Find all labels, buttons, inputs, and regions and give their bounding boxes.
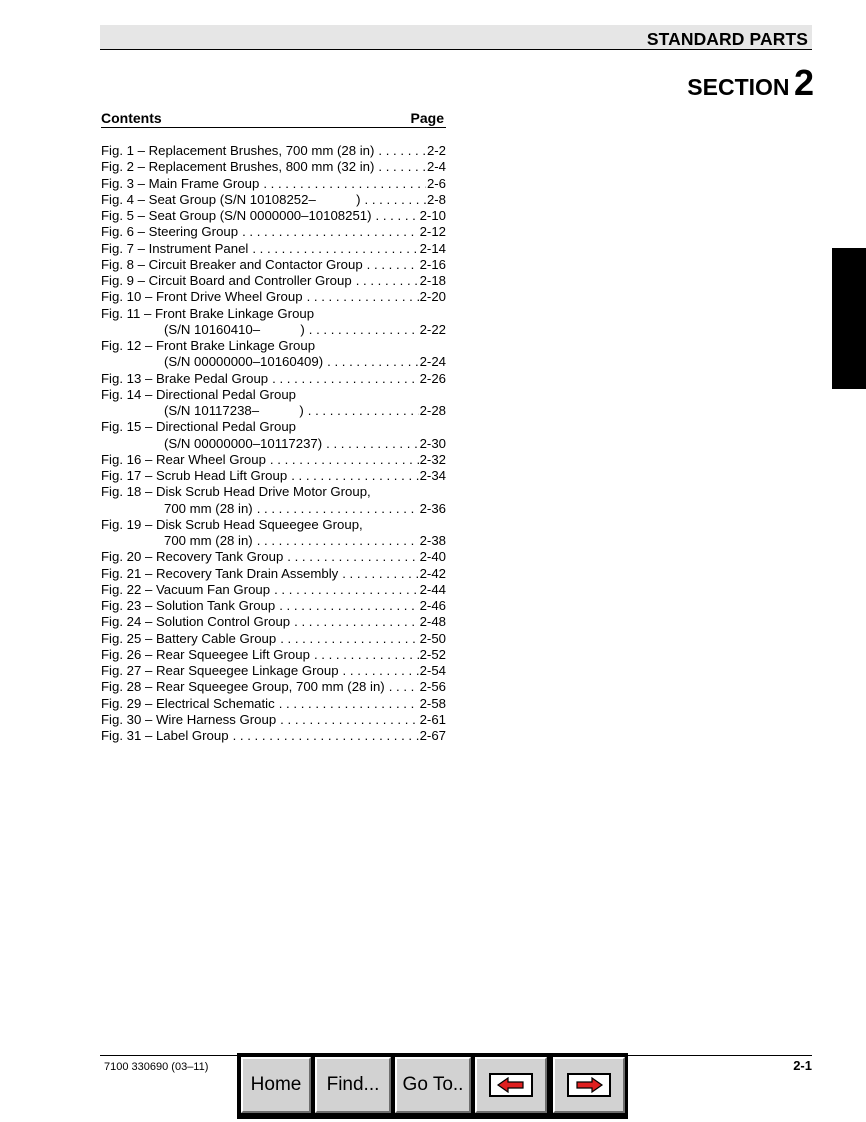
toc-label: Fig. 26 – Rear Squeegee Lift Group xyxy=(101,646,310,662)
toc-label: Fig. 11 – Front Brake Linkage Group xyxy=(101,305,315,321)
toc-leader-dots xyxy=(252,241,418,257)
toc-line xyxy=(101,289,446,305)
toc-row[interactable] xyxy=(101,679,446,695)
toc-row[interactable] xyxy=(101,436,446,452)
toc-row[interactable] xyxy=(101,338,446,354)
toc-label: Fig. 23 – Solution Tank Group xyxy=(101,598,276,613)
toc-label: Fig. 2 – Replacement Brushes, 800 mm (32 in) xyxy=(101,159,375,175)
toc-line xyxy=(101,224,446,240)
toc-label: Fig. 13 – Brake Pedal Group xyxy=(101,370,269,386)
toc-page-number: 2-52 xyxy=(419,646,446,662)
toc-page-number: 2-38 xyxy=(419,533,446,548)
toc-leader-dots xyxy=(279,598,418,614)
toc-leader-dots xyxy=(307,289,419,305)
header-title: STANDARD PARTS xyxy=(646,29,808,49)
toc-leader-dots xyxy=(326,436,418,452)
toc-row[interactable] xyxy=(101,159,446,175)
toc-page-number: 2-8 xyxy=(426,191,446,207)
toc-line xyxy=(101,647,446,663)
toc-leader-dots xyxy=(327,354,418,370)
toc-leader-dots xyxy=(291,468,418,484)
toc-leader-dots xyxy=(257,501,419,517)
toc-page-number: 2-67 xyxy=(419,728,446,743)
toc-page-number: 2-36 xyxy=(419,500,446,516)
toc-leader-dots xyxy=(280,712,418,728)
toc-row[interactable] xyxy=(101,728,446,744)
toc-label: Fig. 12 – Front Brake Linkage Group xyxy=(101,338,316,353)
toc-row[interactable] xyxy=(101,143,446,159)
toc-row[interactable] xyxy=(101,631,446,647)
toc-label: 700 mm (28 in) xyxy=(164,500,253,516)
toc-line xyxy=(101,533,446,549)
toc-line xyxy=(101,728,446,744)
toc-line xyxy=(101,403,446,419)
toc-line xyxy=(101,598,446,614)
toc-row[interactable] xyxy=(101,517,446,533)
toc-leader-dots xyxy=(376,208,419,224)
toc-page-number: 2-42 xyxy=(419,565,446,581)
toc-line xyxy=(101,452,446,468)
toc-row[interactable] xyxy=(101,501,446,517)
toc-row[interactable] xyxy=(101,387,446,403)
toc-leader-dots xyxy=(257,533,419,549)
section-word: SECTION xyxy=(687,74,790,100)
toc-label: Fig. 19 – Disk Scrub Head Squeegee Group, xyxy=(101,516,363,532)
toc-line xyxy=(101,484,446,500)
toc-line xyxy=(101,419,446,435)
toc-label: Fig. 6 – Steering Group xyxy=(101,224,239,240)
toc-leader-dots xyxy=(309,322,419,338)
toc-label: (S/N 10117238– ) xyxy=(164,403,304,418)
toc-row[interactable] xyxy=(101,322,446,338)
toc-label: 700 mm (28 in) xyxy=(164,533,253,548)
toc-label: Fig. 18 – Disk Scrub Head Drive Motor Group, xyxy=(101,484,371,500)
toc-page-number: 2-2 xyxy=(426,143,446,158)
toc-page-number: 2-24 xyxy=(419,354,446,370)
toc-row[interactable] xyxy=(101,192,446,208)
toc-page-number: 2-46 xyxy=(419,598,446,613)
toc-row[interactable] xyxy=(101,257,446,273)
find-button-label: Find... xyxy=(326,1074,380,1095)
toc-line xyxy=(101,159,446,175)
section-tab-marker xyxy=(832,248,866,389)
toc-leader-dots xyxy=(242,224,419,240)
toc-line xyxy=(101,387,446,403)
toc-line xyxy=(101,566,446,582)
toc-page-number: 2-50 xyxy=(419,630,446,646)
toc-row[interactable] xyxy=(101,208,446,224)
toc-page-number: 2-58 xyxy=(419,695,446,711)
find-button[interactable] xyxy=(315,1057,391,1113)
toc-line xyxy=(101,306,446,322)
toc-row[interactable] xyxy=(101,696,446,712)
toc-page-number: 2-22 xyxy=(419,321,446,337)
toc-label: Fig. 9 – Circuit Board and Controller Group xyxy=(101,273,352,288)
toc-line xyxy=(101,679,446,695)
toc-leader-dots xyxy=(287,549,418,565)
toc-row[interactable] xyxy=(101,403,446,419)
toc-label: Fig. 21 – Recovery Tank Drain Assembly xyxy=(101,565,339,581)
toc-page-number: 2-32 xyxy=(419,451,446,467)
section-heading xyxy=(687,62,814,104)
toc-page-number: 2-14 xyxy=(419,240,446,256)
toc-row[interactable] xyxy=(101,224,446,240)
toc-label: Fig. 8 – Circuit Breaker and Contactor Group xyxy=(101,256,363,272)
home-button-label: Home xyxy=(250,1074,302,1095)
toc-label: Fig. 14 – Directional Pedal Group xyxy=(101,386,296,402)
toc-leader-dots xyxy=(342,566,418,582)
toc-row[interactable] xyxy=(101,289,446,305)
toc-leader-dots xyxy=(378,159,426,175)
page-heading: Page xyxy=(410,110,444,126)
toc-label: (S/N 10160410– ) xyxy=(164,321,305,337)
toc-page-number: 2-48 xyxy=(419,614,446,630)
toc-line xyxy=(101,436,446,452)
toc-page-number: 2-30 xyxy=(419,435,446,451)
toc-line xyxy=(101,241,446,257)
toc-leader-dots xyxy=(270,452,419,468)
toc-label: Fig. 17 – Scrub Head Lift Group xyxy=(101,468,288,483)
toc-page-number: 2-34 xyxy=(419,468,446,483)
toc-leader-dots xyxy=(367,257,419,273)
toc-page-number: 2-26 xyxy=(419,370,446,386)
toc-leader-dots xyxy=(272,371,418,387)
toc-line xyxy=(101,208,446,224)
toc-label: Fig. 10 – Front Drive Wheel Group xyxy=(101,289,303,305)
toc-label: Fig. 4 – Seat Group (S/N 10108252– ) xyxy=(101,191,361,207)
next-page-button[interactable] xyxy=(553,1057,625,1113)
toc-leader-dots xyxy=(274,582,419,598)
toc-leader-dots xyxy=(233,728,419,744)
toc-line xyxy=(101,322,446,338)
toc-row[interactable] xyxy=(101,566,446,582)
toc-page-number: 2-4 xyxy=(426,159,446,175)
toc-line xyxy=(101,614,446,630)
toc-label: Fig. 28 – Rear Squeegee Group, 700 mm (28 in) xyxy=(101,679,385,695)
toc-label: Fig. 24 – Solution Control Group xyxy=(101,614,291,630)
toc-row[interactable] xyxy=(101,712,446,728)
toc-row[interactable] xyxy=(101,598,446,614)
toc-label: Fig. 30 – Wire Harness Group xyxy=(101,711,277,727)
toc-page-number: 2-16 xyxy=(419,256,446,272)
toc-label: Fig. 29 – Electrical Schematic xyxy=(101,695,275,711)
toc-page-number: 2-12 xyxy=(419,224,446,240)
toc-line xyxy=(101,501,446,517)
toc-page-number: 2-44 xyxy=(419,581,446,597)
toc-page-number: 2-56 xyxy=(419,679,446,695)
toc-row[interactable] xyxy=(101,533,446,549)
table-of-contents xyxy=(101,143,446,744)
toc-page-number: 2-10 xyxy=(419,208,446,223)
toc-line xyxy=(101,468,446,484)
toc-row[interactable] xyxy=(101,614,446,630)
toc-label: Fig. 31 – Label Group xyxy=(101,728,229,743)
toc-leader-dots xyxy=(389,679,419,695)
toc-label: Fig. 20 – Recovery Tank Group xyxy=(101,549,284,565)
previous-page-button[interactable] xyxy=(475,1057,547,1113)
toc-line xyxy=(101,338,446,354)
toc-line xyxy=(101,582,446,598)
toc-label: Fig. 16 – Rear Wheel Group xyxy=(101,451,266,467)
toc-line xyxy=(101,143,446,159)
toc-row[interactable] xyxy=(101,549,446,565)
toc-row[interactable] xyxy=(101,273,446,289)
toc-leader-dots xyxy=(280,631,418,647)
toc-page-number: 2-61 xyxy=(419,711,446,727)
toc-line xyxy=(101,176,446,192)
toc-line xyxy=(101,663,446,679)
toc-row[interactable] xyxy=(101,647,446,663)
toc-row[interactable] xyxy=(101,419,446,435)
toc-leader-dots xyxy=(308,403,419,419)
toc-page-number: 2-6 xyxy=(426,175,446,191)
toc-page-number: 2-18 xyxy=(419,273,446,288)
section-number: 2 xyxy=(793,62,814,103)
toc-row[interactable] xyxy=(101,371,446,387)
toc-leader-dots xyxy=(343,663,419,679)
toc-leader-dots xyxy=(294,614,418,630)
goto-button[interactable] xyxy=(395,1057,471,1113)
toc-label: (S/N 00000000–10160409) xyxy=(164,354,324,370)
toc-leader-dots xyxy=(314,647,419,663)
toc-line xyxy=(101,273,446,289)
toc-row[interactable] xyxy=(101,468,446,484)
toc-row[interactable] xyxy=(101,582,446,598)
toc-label: (S/N 00000000–10117237) xyxy=(164,435,323,451)
page-number: 2-1 xyxy=(793,1058,812,1073)
left-arrow-icon xyxy=(489,1073,533,1097)
toc-line xyxy=(101,371,446,387)
toc-label: Fig. 22 – Vacuum Fan Group xyxy=(101,581,271,597)
toc-row[interactable] xyxy=(101,354,446,370)
toc-label: Fig. 7 – Instrument Panel xyxy=(101,240,249,256)
toc-page-number: 2-40 xyxy=(419,549,446,565)
toc-label: Fig. 5 – Seat Group (S/N 0000000–10108251) xyxy=(101,208,372,223)
toc-row[interactable] xyxy=(101,484,446,500)
toc-leader-dots xyxy=(365,192,426,208)
toc-label: Fig. 25 – Battery Cable Group xyxy=(101,630,277,646)
toc-page-number: 2-54 xyxy=(419,663,446,678)
toc-row[interactable] xyxy=(101,176,446,192)
toc-line xyxy=(101,192,446,208)
toc-leader-dots xyxy=(263,176,426,192)
home-button[interactable] xyxy=(241,1057,311,1113)
document-number: 7100 330690 (03–11) xyxy=(104,1061,209,1073)
toc-label: Fig. 3 – Main Frame Group xyxy=(101,175,260,191)
toc-line xyxy=(101,696,446,712)
toc-page-number: 2-20 xyxy=(419,289,446,305)
toc-label: Fig. 27 – Rear Squeegee Linkage Group xyxy=(101,663,339,678)
toc-row[interactable] xyxy=(101,452,446,468)
toc-line xyxy=(101,257,446,273)
toc-line xyxy=(101,549,446,565)
toc-row[interactable] xyxy=(101,663,446,679)
toc-row[interactable] xyxy=(101,241,446,257)
navigation-bar xyxy=(237,1053,628,1119)
toc-leader-dots xyxy=(279,696,419,712)
toc-label: Fig. 15 – Directional Pedal Group xyxy=(101,419,296,435)
toc-leader-dots xyxy=(378,143,426,159)
goto-button-label: Go To.. xyxy=(402,1074,464,1095)
contents-heading: Contents xyxy=(101,110,162,126)
toc-line xyxy=(101,354,446,370)
header-bar xyxy=(100,25,812,50)
right-arrow-icon xyxy=(567,1073,611,1097)
toc-leader-dots xyxy=(356,273,419,289)
toc-line xyxy=(101,712,446,728)
toc-line xyxy=(101,517,446,533)
toc-line xyxy=(101,631,446,647)
toc-row[interactable] xyxy=(101,306,446,322)
toc-page-number: 2-28 xyxy=(419,403,446,418)
toc-label: Fig. 1 – Replacement Brushes, 700 mm (28 in) xyxy=(101,143,375,158)
contents-header xyxy=(101,109,446,128)
